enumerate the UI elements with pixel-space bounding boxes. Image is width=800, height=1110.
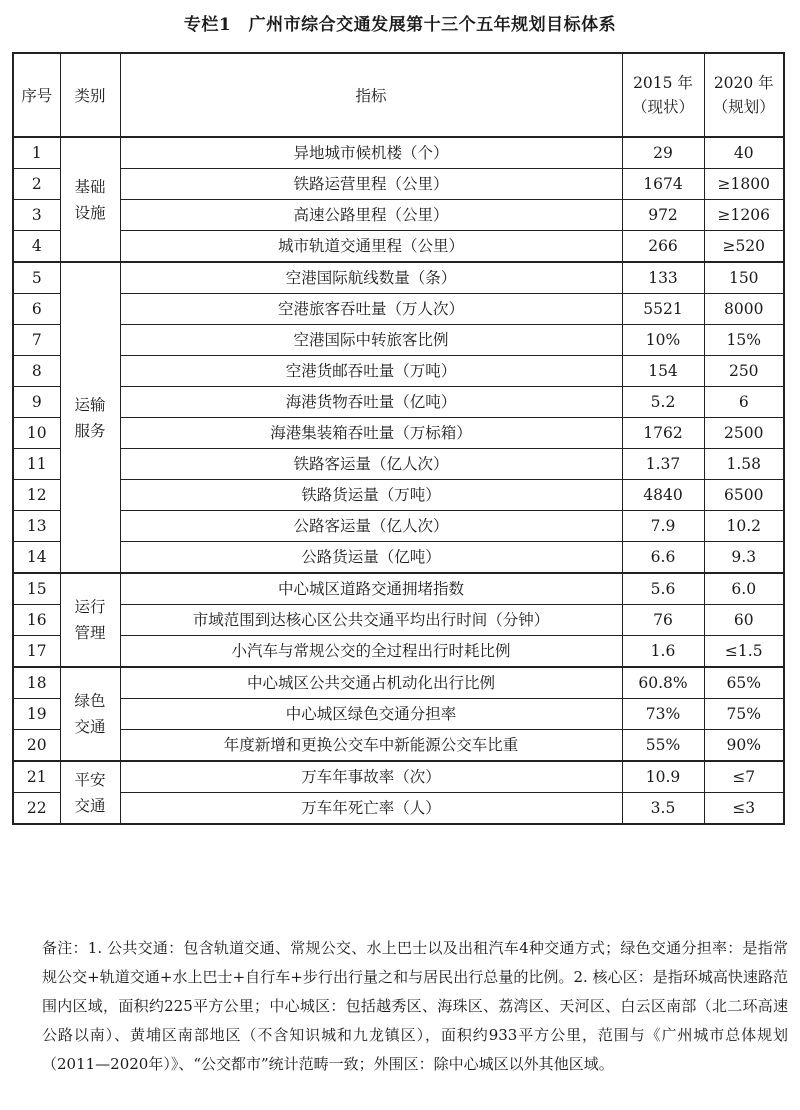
value-2015: 29 <box>622 137 704 169</box>
value-2020: 75% <box>704 699 784 730</box>
table-row <box>13 730 784 762</box>
row-number: 15 <box>13 573 60 605</box>
row-number: 16 <box>13 605 60 636</box>
category-label: 服务 <box>74 421 106 440</box>
value-2015: 3.5 <box>622 793 704 825</box>
indicator-cell: 中心城区公共交通占机动化出行比例 <box>120 667 622 699</box>
value-2020: ≤1.5 <box>704 636 784 668</box>
value-2020: 2500 <box>704 418 784 449</box>
table-row <box>13 294 784 325</box>
indicator-cell: 万车年事故率（次） <box>120 761 622 793</box>
table-row <box>13 449 784 480</box>
value-2015: 1.6 <box>622 636 704 668</box>
indicator-cell: 空港货邮吞吐量（万吨） <box>120 356 622 387</box>
row-number: 11 <box>13 449 60 480</box>
row-number: 21 <box>13 761 60 793</box>
indicator-cell: 年度新增和更换公交车中新能源公交车比重 <box>120 730 622 762</box>
value-2020: 6500 <box>704 480 784 511</box>
header-index: 序号 <box>13 53 60 137</box>
indicator-cell: 空港旅客吞吐量（万人次） <box>120 294 622 325</box>
value-2020: ≤7 <box>704 761 784 793</box>
notes-text: 备注：1. 公共交通：包含轨道交通、常规公交、水上巴士以及出租汽车4种交通方式；绿色交通分担率：是指常规公交+轨道交通+水上巴士+自行车+步行出行量之和与居民出行总量的比例。2. 核心区：是指环城高快速路范围内区域，面积约225平方公里；中心城区：包括越秀区、海珠区、荔湾区、天河区、白云区南部（北二环高速公路以南）、黄埔区南部地区（不含知识城和九龙镇区），面积约933平方公里，范围与《广州城市总体规划（2011—2020年）》、“公交都市”统计范畴一致；外围区：除中心城区以外其他区域。 <box>42 939 788 1073</box>
value-2015: 5.2 <box>622 387 704 418</box>
header-2015 <box>622 53 704 137</box>
value-2020: ≥1206 <box>704 200 784 231</box>
table-row <box>13 480 784 511</box>
value-2015: 55% <box>622 730 704 762</box>
value-2020: 15% <box>704 325 784 356</box>
category-label: 运行 <box>74 598 106 616</box>
table-row <box>13 573 784 605</box>
table-row <box>13 511 784 542</box>
value-2020: 250 <box>704 356 784 387</box>
indicator-cell: 海港集装箱吞吐量（万标箱） <box>120 418 622 449</box>
table-row <box>13 200 784 231</box>
row-number: 6 <box>13 294 60 325</box>
table-row <box>13 169 784 200</box>
value-2020: ≥520 <box>704 231 784 263</box>
value-2015: 76 <box>622 605 704 636</box>
indicator-cell: 空港国际航线数量（条） <box>120 262 622 294</box>
row-number: 17 <box>13 636 60 668</box>
indicator-cell: 空港国际中转旅客比例 <box>120 325 622 356</box>
row-number: 7 <box>13 325 60 356</box>
indicator-cell: 铁路运营里程（公里） <box>120 169 622 200</box>
indicator-table <box>12 52 785 825</box>
row-number: 22 <box>13 793 60 825</box>
row-number: 2 <box>13 169 60 200</box>
table-row <box>13 667 784 699</box>
indicator-cell: 中心城区绿色交通分担率 <box>120 699 622 730</box>
row-number: 4 <box>13 231 60 263</box>
table-header-row <box>13 53 784 137</box>
value-2015: 1762 <box>622 418 704 449</box>
value-2015: 154 <box>622 356 704 387</box>
row-number: 20 <box>13 730 60 762</box>
row-number: 9 <box>13 387 60 418</box>
row-number: 12 <box>13 480 60 511</box>
header-category: 类别 <box>60 53 120 137</box>
row-number: 8 <box>13 356 60 387</box>
page-title: 专栏1 广州市综合交通发展第十三个五年规划目标体系 <box>183 15 617 35</box>
value-2020: 65% <box>704 667 784 699</box>
category-infrastructure <box>60 137 120 262</box>
header-2020-year: 2020 年 <box>713 74 774 92</box>
row-number: 3 <box>13 200 60 231</box>
value-2015: 133 <box>622 262 704 294</box>
table-row <box>13 325 784 356</box>
category-label: 管理 <box>74 624 106 642</box>
value-2015: 73% <box>622 699 704 730</box>
value-2015: 4840 <box>622 480 704 511</box>
value-2020: ≥1800 <box>704 169 784 200</box>
header-2020-plan: （规划） <box>712 98 775 116</box>
row-number: 19 <box>13 699 60 730</box>
row-number: 1 <box>13 137 60 169</box>
row-number: 5 <box>13 262 60 294</box>
value-2015: 5.6 <box>622 573 704 605</box>
category-label: 基础 <box>74 177 106 196</box>
table-row <box>13 793 784 825</box>
value-2020: 8000 <box>704 294 784 325</box>
value-2015: 60.8% <box>622 667 704 699</box>
indicator-cell: 城市轨道交通里程（公里） <box>120 231 622 263</box>
table-row <box>13 418 784 449</box>
category-label: 平安 <box>74 770 106 789</box>
category-label: 设施 <box>74 203 106 222</box>
value-2015: 7.9 <box>622 511 704 542</box>
category-transport-service <box>60 262 120 573</box>
indicator-cell: 海港货物吞吐量（亿吨） <box>120 387 622 418</box>
table-row <box>13 542 784 574</box>
category-green-transport <box>60 667 120 761</box>
value-2015: 972 <box>622 200 704 231</box>
indicator-cell: 公路货运量（亿吨） <box>120 542 622 574</box>
table-row <box>13 761 784 793</box>
category-label: 运输 <box>74 395 106 414</box>
category-safe-transport <box>60 761 120 824</box>
table-row <box>13 699 784 730</box>
table-row <box>13 137 784 169</box>
category-label: 绿色 <box>74 692 106 710</box>
value-2015: 6.6 <box>622 542 704 574</box>
value-2015: 1674 <box>622 169 704 200</box>
header-2020 <box>704 53 784 137</box>
value-2020: 10.2 <box>704 511 784 542</box>
indicator-cell: 高速公路里程（公里） <box>120 200 622 231</box>
indicator-cell: 中心城区道路交通拥堵指数 <box>120 573 622 605</box>
table-row <box>13 262 784 294</box>
table-row <box>13 636 784 668</box>
row-number: 10 <box>13 418 60 449</box>
indicator-cell: 铁路货运量（万吨） <box>120 480 622 511</box>
indicator-cell: 铁路客运量（亿人次） <box>120 449 622 480</box>
footnotes <box>12 934 788 1079</box>
row-number: 13 <box>13 511 60 542</box>
value-2015: 1.37 <box>622 449 704 480</box>
value-2020: 150 <box>704 262 784 294</box>
value-2020: 90% <box>704 730 784 762</box>
value-2020: 40 <box>704 137 784 169</box>
value-2020: 6.0 <box>704 573 784 605</box>
header-2015-status: （现状） <box>631 98 694 116</box>
table-row <box>13 387 784 418</box>
indicator-cell: 异地城市候机楼（个） <box>120 137 622 169</box>
indicator-cell: 万车年死亡率（人） <box>120 793 622 825</box>
header-indicator: 指标 <box>120 53 622 137</box>
value-2015: 10% <box>622 325 704 356</box>
row-number: 14 <box>13 542 60 574</box>
value-2020: 6 <box>704 387 784 418</box>
value-2015: 10.9 <box>622 761 704 793</box>
value-2020: 60 <box>704 605 784 636</box>
category-label: 交通 <box>74 796 106 815</box>
indicator-cell: 小汽车与常规公交的全过程出行时耗比例 <box>120 636 622 668</box>
value-2015: 5521 <box>622 294 704 325</box>
value-2020: 9.3 <box>704 542 784 574</box>
row-number: 18 <box>13 667 60 699</box>
table-row <box>13 605 784 636</box>
value-2015: 266 <box>622 231 704 263</box>
value-2020: 1.58 <box>704 449 784 480</box>
header-2015-year: 2015 年 <box>633 74 693 92</box>
indicator-cell: 公路客运量（亿人次） <box>120 511 622 542</box>
table-row <box>13 356 784 387</box>
category-operation-management <box>60 573 120 667</box>
category-label: 交通 <box>74 718 106 736</box>
table-row <box>13 231 784 263</box>
value-2020: ≤3 <box>704 793 784 825</box>
indicator-cell: 市域范围到达核心区公共交通平均出行时间（分钟） <box>120 605 622 636</box>
